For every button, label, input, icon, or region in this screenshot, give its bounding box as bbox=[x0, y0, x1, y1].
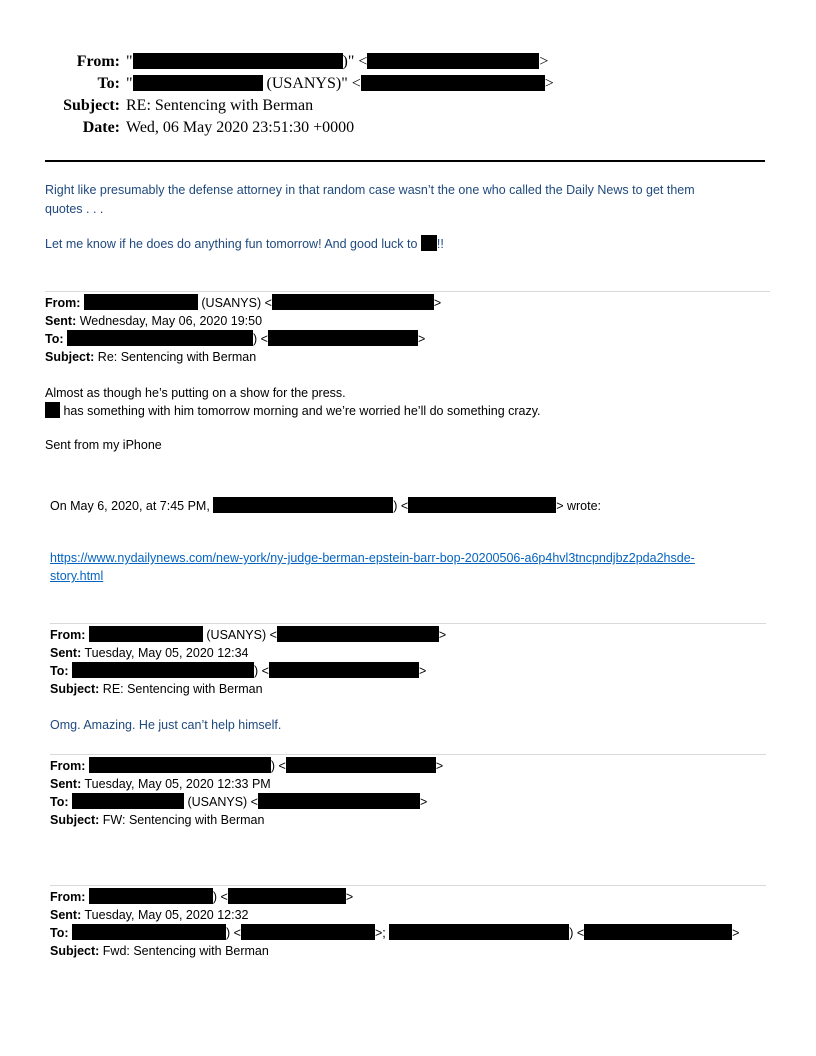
msg1-to: To: ) < > bbox=[45, 332, 426, 346]
header-divider bbox=[45, 160, 765, 162]
redaction bbox=[241, 924, 375, 940]
redaction bbox=[45, 402, 60, 418]
msg4-subject: Subject: Fwd: Sentencing with Berman bbox=[50, 944, 269, 958]
redaction bbox=[89, 888, 213, 904]
date-value: Wed, 06 May 2020 23:51:30 +0000 bbox=[126, 119, 355, 136]
msg2-sent: Sent: Tuesday, May 05, 2020 12:34 bbox=[50, 646, 249, 660]
msg1-subject: Subject: Re: Sentencing with Berman bbox=[45, 350, 257, 364]
msg2-from: From: (USANYS) < > bbox=[50, 628, 447, 642]
msg3-from: From: ) < > bbox=[50, 759, 444, 773]
msg1-sent: Sent: Wednesday, May 06, 2020 19:50 bbox=[45, 314, 263, 328]
msg3-subject: Subject: FW: Sentencing with Berman bbox=[50, 813, 265, 827]
msg3-sent: Sent: Tuesday, May 05, 2020 12:33 PM bbox=[50, 777, 271, 791]
redaction bbox=[389, 924, 569, 940]
to-label: To: bbox=[97, 75, 120, 92]
redaction bbox=[277, 626, 439, 642]
redaction bbox=[89, 626, 203, 642]
redaction bbox=[133, 75, 263, 91]
date-label: Date: bbox=[82, 119, 120, 136]
redaction bbox=[584, 924, 732, 940]
redaction bbox=[286, 757, 436, 773]
redaction bbox=[361, 75, 545, 91]
subject-label: Subject: bbox=[63, 97, 120, 114]
redaction bbox=[67, 330, 253, 346]
redaction bbox=[228, 888, 346, 904]
article-link[interactable]: https://www.nydailynews.com/new-york/ny-judge-berman-epstein-barr-bop-20200506-a6p4hvl3tncpndjbz2pda2hsde- bbox=[50, 551, 695, 565]
redaction bbox=[269, 662, 419, 678]
message-divider bbox=[45, 291, 770, 292]
msg4-sent: Sent: Tuesday, May 05, 2020 12:32 bbox=[50, 908, 249, 922]
redaction bbox=[84, 294, 198, 310]
redaction bbox=[213, 497, 393, 513]
redaction bbox=[133, 53, 343, 69]
redaction bbox=[258, 793, 420, 809]
message-divider bbox=[50, 754, 766, 755]
msg2-subject: Subject: RE: Sentencing with Berman bbox=[50, 682, 263, 696]
redaction bbox=[72, 793, 184, 809]
redaction bbox=[272, 294, 434, 310]
quote-attribution: On May 6, 2020, at 7:45 PM, ) < > wrote: bbox=[50, 499, 602, 513]
signature: Sent from my iPhone bbox=[45, 438, 162, 452]
msg1-from: From: (USANYS) < > bbox=[45, 296, 442, 310]
redaction bbox=[421, 235, 437, 251]
message-divider bbox=[50, 623, 766, 624]
redaction bbox=[268, 330, 418, 346]
redaction bbox=[72, 662, 254, 678]
redaction bbox=[408, 497, 556, 513]
redaction bbox=[367, 53, 539, 69]
article-link-continued[interactable]: story.html bbox=[50, 569, 104, 583]
redaction bbox=[72, 924, 226, 940]
msg3-to: To: (USANYS) < > bbox=[50, 795, 428, 809]
message-divider bbox=[50, 885, 766, 886]
msg4-from: From: ) < > bbox=[50, 890, 354, 904]
from-label: From: bbox=[76, 53, 120, 70]
msg4-to: To: ) < >; ) < > bbox=[50, 926, 740, 940]
subject-value: RE: Sentencing with Berman bbox=[126, 97, 314, 114]
redaction bbox=[89, 757, 271, 773]
msg2-to: To: ) < > bbox=[50, 664, 427, 678]
